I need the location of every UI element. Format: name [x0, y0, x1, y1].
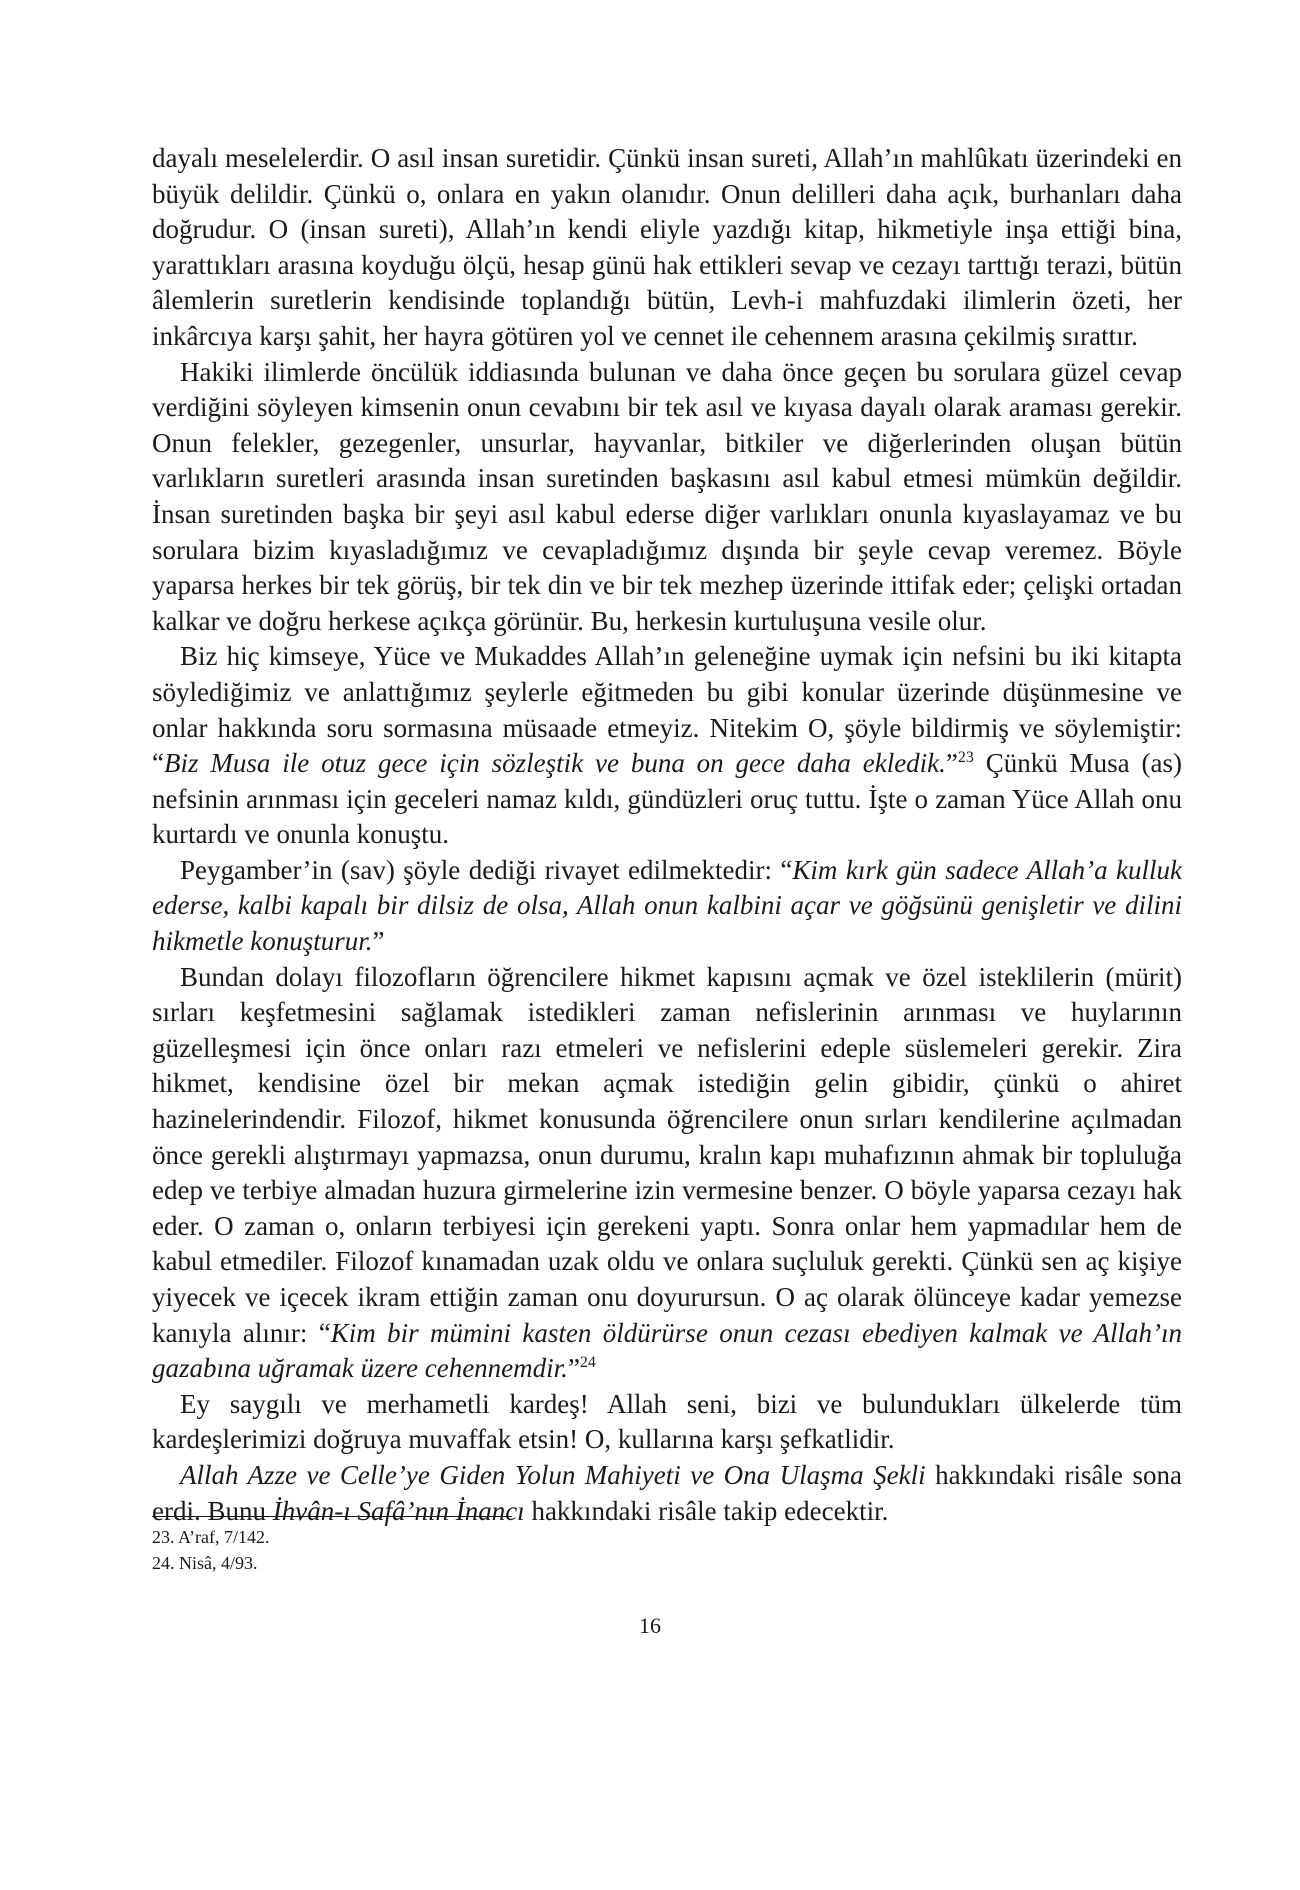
paragraph-text: Biz hiç kimseye, Yüce ve Mukaddes Allah’ın geleneğine uymak için nefsini bu iki kitapta söylediğimiz ve anlattığımız şeylerle eğitmeden bu gibi konular üzerinde düşünmesine ve onlar hakkında soru sormasına müsaade etmeyiz. Nitekim O, şöyle bildirmiş ve söylemiştir: “ — [152, 641, 1182, 779]
paragraph-text: dayalı meselelerdir. O asıl insan suretidir. Çünkü insan sureti, Allah’ın mahlûkatı üzerindeki en büyük delildir. Çünkü o, onlara en yakın olanıdır. Onun delilleri daha açık, burhanları daha doğrudur. O (insan sureti), Allah’ın kendi eliyle yazdığı kitap, hikmetiyle inşa ettiği bina, yarattıkları arasına koyduğu ölçü, hesap günü hak ettikleri sevap ve cezayı tarttığı terazi, bütün âlemlerin suretlerin kendisinde toplandığı bütün, Levh-i mahfuzdaki ilimlerin özeti, her inkârcıya karşı şahit, her hayra götüren yol ve cennet ile cehennem arasına çekilmiş sırattır. — [152, 143, 1182, 351]
paragraph-text: Ey saygılı ve merhametli kardeş! Allah seni, bizi ve bulundukları ülkelerde tüm kardeşlerimizi doğruya muvaffak etsin! O, kullarına karşı şefkatlidir. — [152, 1388, 1182, 1455]
close-quote-mark: ” — [945, 748, 958, 779]
paragraph — [152, 1458, 1182, 1529]
paragraph-text: hakkındaki risâle takip edecektir. — [524, 1495, 889, 1526]
next-risale-title: İhvân-ı Safâ’nın İnancı — [272, 1495, 525, 1526]
paragraph-text: Bundan dolayı filozofların öğrencilere hikmet kapısını açmak ve özel isteklilerin (mürit) sırları keşfetmesini sağlamak istedikleri zaman nefislerinin arınması ve huylarının güzelleşmesi için önce onları razı etmeleri ve nefislerini edeple süslemeleri gerekir. Zira hikmet, kendisine özel bir mekan açmak istediğin gelin gibidir, çünkü o ahiret hazinelerindendir. Filozof, hikmet konusunda öğrencilere onun sırları kendilerine açılmadan önce gerekli alıştırmayı yapmazsa, onun durumu, kralın kapı muhafızının ahmak bir topluluğa edep ve terbiye almadan huzura girmelerine izin vermesine benzer. O böyle yaparsa cezayı hak eder. O zaman o, onların terbiyesi için gerekeni yaptı. Sonra onlar hem yapmadılar hem de kabul etmediler. Filozof kınamadan uzak oldu ve onlara suçluluk gerekti. Çünkü sen aç kişiye yiyecek ve içecek ikram ettiğin zaman onu doyurursun. O aç olarak ölünceye kadar yemezse kanıyla alınır: “ — [152, 961, 1182, 1348]
paragraph-text: Çünkü Musa (as) nefsinin arınması için geceleri namaz kıldı, gündüzleri oruç tuttu. İşte o zaman Yüce Allah onu kurtardı ve onunla konuştu. — [152, 748, 1182, 850]
paragraph — [152, 355, 1182, 640]
close-quote-mark: ” — [567, 1353, 580, 1384]
footnote-ref: 24 — [579, 1354, 596, 1372]
page-number: 16 — [639, 1613, 661, 1638]
paragraph-text: hakkındaki risâle sona erdi. Bunu — [152, 1459, 1182, 1526]
paragraph — [152, 960, 1182, 1387]
footnote-item: 24. Nisâ, 4/93. — [152, 1553, 258, 1573]
paragraph — [152, 853, 1182, 960]
close-quote-mark: ” — [372, 926, 385, 957]
paragraph — [152, 639, 1182, 853]
footnotes — [152, 1524, 269, 1576]
footnote-ref: 23 — [957, 749, 974, 767]
quote-text: Kim kırk gün sadece Allah’a kulluk ederse, kalbi kapalı bir dilsiz de olsa, Allah onun kalbini açar ve göğsünü genişletir ve dilini hikmetle konuşturur. — [152, 854, 1182, 957]
footnote-separator — [152, 1516, 512, 1517]
quote-text: Kim bir mümini kasten öldürürse onun cezası ebediyen kalmak ve Allah’ın gazabına uğramak üzere cehennemdir. — [152, 1317, 1183, 1384]
quote-text: Biz Musa ile otuz gece için sözleştik ve buna on gece daha ekledik. — [163, 748, 946, 779]
paragraph-text: Hakiki ilimlerde öncülük iddiasında bulunan ve daha önce geçen bu sorulara güzel cevap verdiğini söyleyen kimsenin onun cevabını bir tek asıl ve kıyasa dayalı olarak araması gerekir. Onun felekler, gezegenler, unsurlar, hayvanlar, bitkiler ve diğerlerinden oluşan bütün varlıkların suretleri arasında insan suretinden başkasını asıl kabul etmesi mümkün değildir. İnsan suretinden başka bir şeyi asıl kabul ederse diğer varlıkları onunla kıyaslayamaz ve bu sorulara bizim kıyasladığımız ve cevapladığımız dışında bir şeyle cevap veremez. Böyle yaparsa herkes bir tek görüş, bir tek din ve bir tek mezhep üzerinde ittifak eder; çelişki ortadan kalkar ve doğru herkese açıkça görünür. Bu, herkesin kurtuluşuna vesile olur. — [152, 356, 1182, 636]
paragraph — [152, 141, 1182, 355]
body-text — [152, 141, 1182, 1529]
risale-title: Allah Azze ve Celle’ye Giden Yolun Mahiyeti ve Ona Ulaşma Şekli — [180, 1459, 926, 1490]
footnote-item: 23. A’raf, 7/142. — [152, 1527, 270, 1547]
paragraph — [152, 1387, 1182, 1458]
paragraph-text: Peygamber’in (sav) şöyle dediği rivayet edilmektedir: “ — [180, 854, 793, 885]
